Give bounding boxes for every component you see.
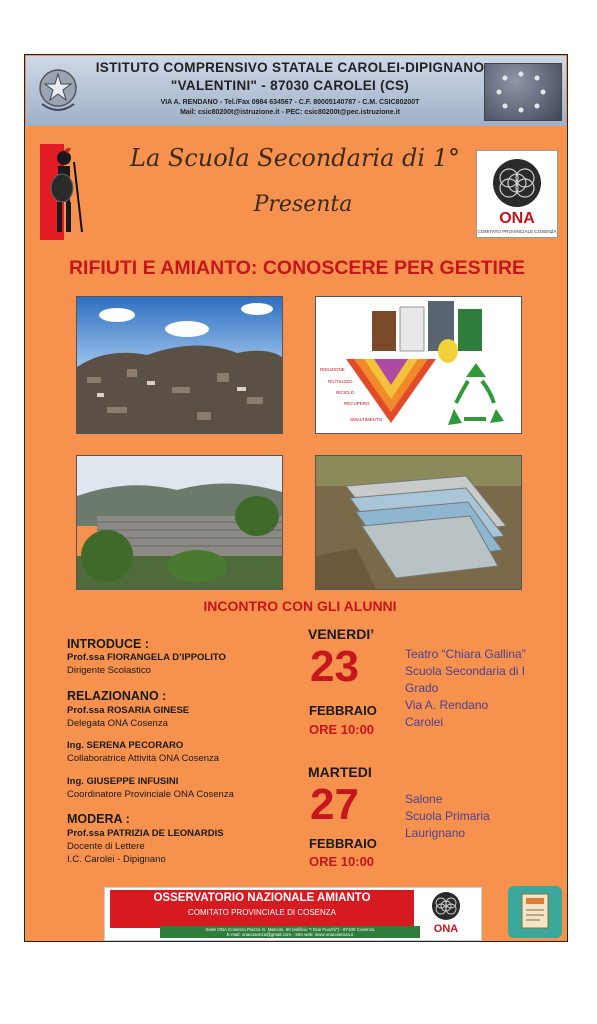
- introduce-name: Prof.ssa FIORANGELA D’IPPOLITO: [67, 652, 226, 663]
- ona-banner-email: E-mail: onacosenza@gmail.com - Sito web: www.onacosenza.it: [226, 932, 354, 937]
- event2-venue-line: Scuola Primaria: [405, 809, 490, 823]
- event2-time: ORE 10:00: [309, 854, 375, 869]
- eu-flag-icon: [484, 63, 562, 121]
- event1-venue-line: Via A. Rendano: [405, 698, 489, 712]
- relatore-2-role: Collaboratrice Attività ONA Cosenza: [67, 753, 220, 764]
- ona-logo-text: ONA: [499, 210, 535, 227]
- landfill-photo: [76, 296, 283, 434]
- school-email: Mail: csic80200t@istruzione.it - PEC: csic80200t@pec.istruzione.it: [180, 109, 400, 116]
- ona-banner-contacts: [160, 927, 420, 937]
- page-title: RIFIUTI E AMIANTO: CONOSCERE PER GESTIRE: [68, 257, 526, 279]
- recycling-infographic: [315, 296, 522, 434]
- intro-script-line2: Presenta: [253, 192, 353, 217]
- pyramid-label-2: RIUTILIZZO: [328, 379, 353, 384]
- relazionano-label: RELAZIONANO :: [67, 689, 167, 703]
- ona-logo: [476, 150, 558, 238]
- school-address: VIA A. RENDANO - Tel./Fax 0984 634567 - C.F. 80005140787 - C.M. CSIC80200T: [160, 99, 420, 106]
- ona-banner-logo-text: ONA: [433, 923, 459, 935]
- relatore-1-name: Prof.ssa ROSARIA GINESE: [67, 705, 190, 716]
- event2-date-number: 27: [310, 780, 359, 829]
- event2-venue-line: Salone: [405, 792, 443, 806]
- pyramid-label-4: RECUPERO: [344, 401, 370, 406]
- introduce-label: INTRODUCE :: [67, 637, 149, 651]
- event2-venue: [405, 791, 490, 842]
- relatore-3-name: Ing. GIUSEPPE INFUSINI: [67, 776, 179, 787]
- event1-venue: [405, 646, 526, 731]
- italian-republic-emblem-icon: [36, 64, 80, 116]
- pyramid-label-5: SMALTIMENTO: [350, 417, 383, 422]
- event2-day: MARTEDI: [308, 764, 372, 780]
- ona-logo-subtext: COMITATO PROVINCIALE COSENZA: [477, 229, 557, 234]
- relatore-1-role: Delegata ONA Cosenza: [67, 718, 168, 729]
- asbestos-panels-photo: [315, 455, 522, 590]
- warrior-statue-icon: [42, 148, 86, 240]
- relatore-3-role: Coordinatore Provinciale ONA Cosenza: [67, 789, 234, 800]
- moderator-role-2: I.C. Carolei - Dipignano: [67, 854, 166, 865]
- event1-date-number: 23: [310, 642, 359, 691]
- event1-venue-line: Teatro “Chiara Gallina”: [405, 647, 526, 661]
- moderator-role-1: Docente di Lettere: [67, 841, 145, 852]
- school-subtitle: "VALENTINI" - 87030 CAROLEI (CS): [170, 78, 410, 93]
- incontro-heading: INCONTRO CON GLI ALUNNI: [203, 598, 397, 614]
- moderator-name: Prof.ssa PATRIZIA DE LEONARDIS: [67, 828, 224, 839]
- event2-month: FEBBRAIO: [309, 836, 377, 851]
- ona-banner-title: OSSERVATORIO NAZIONALE AMIANTO: [153, 892, 371, 904]
- pyramid-label-1: RIDUZIONE: [320, 367, 345, 372]
- event1-venue-line: Carolei: [405, 715, 444, 729]
- introduce-role: Dirigente Scolastico: [67, 665, 151, 676]
- modera-label: MODERA :: [67, 812, 130, 826]
- ona-banner-address: Sede ONA Cosenza Piazza G. Mancini, 60 (edificio "I Due Fuochi") - 87100 Cosenza: [205, 927, 375, 932]
- event1-venue-line: Scuola Secondaria di I: [405, 664, 526, 678]
- school-name: ISTITUTO COMPRENSIVO STATALE CAROLEI-DIPIGNANO: [95, 60, 485, 75]
- event2-venue-line: Laurignano: [405, 826, 466, 840]
- event1-venue-line: Grado: [405, 681, 439, 695]
- green-school-logo: [508, 886, 562, 938]
- recycle-icon: [448, 363, 504, 425]
- relatore-2-name: Ing. SERENA PECORARO: [67, 740, 184, 751]
- ona-banner-logo-icon: [418, 890, 474, 936]
- event1-time: ORE 10:00: [309, 722, 375, 737]
- ona-banner-subtitle: COMITATO PROVINCIALE DI COSENZA: [187, 908, 337, 917]
- event1-day: VENERDI’: [308, 626, 375, 642]
- event1-month: FEBBRAIO: [309, 703, 377, 718]
- intro-script-line1: La Scuola Secondaria di 1°: [130, 144, 460, 172]
- pyramid-label-3: RICICLO: [336, 390, 355, 395]
- asbestos-roofs-photo: [76, 455, 283, 590]
